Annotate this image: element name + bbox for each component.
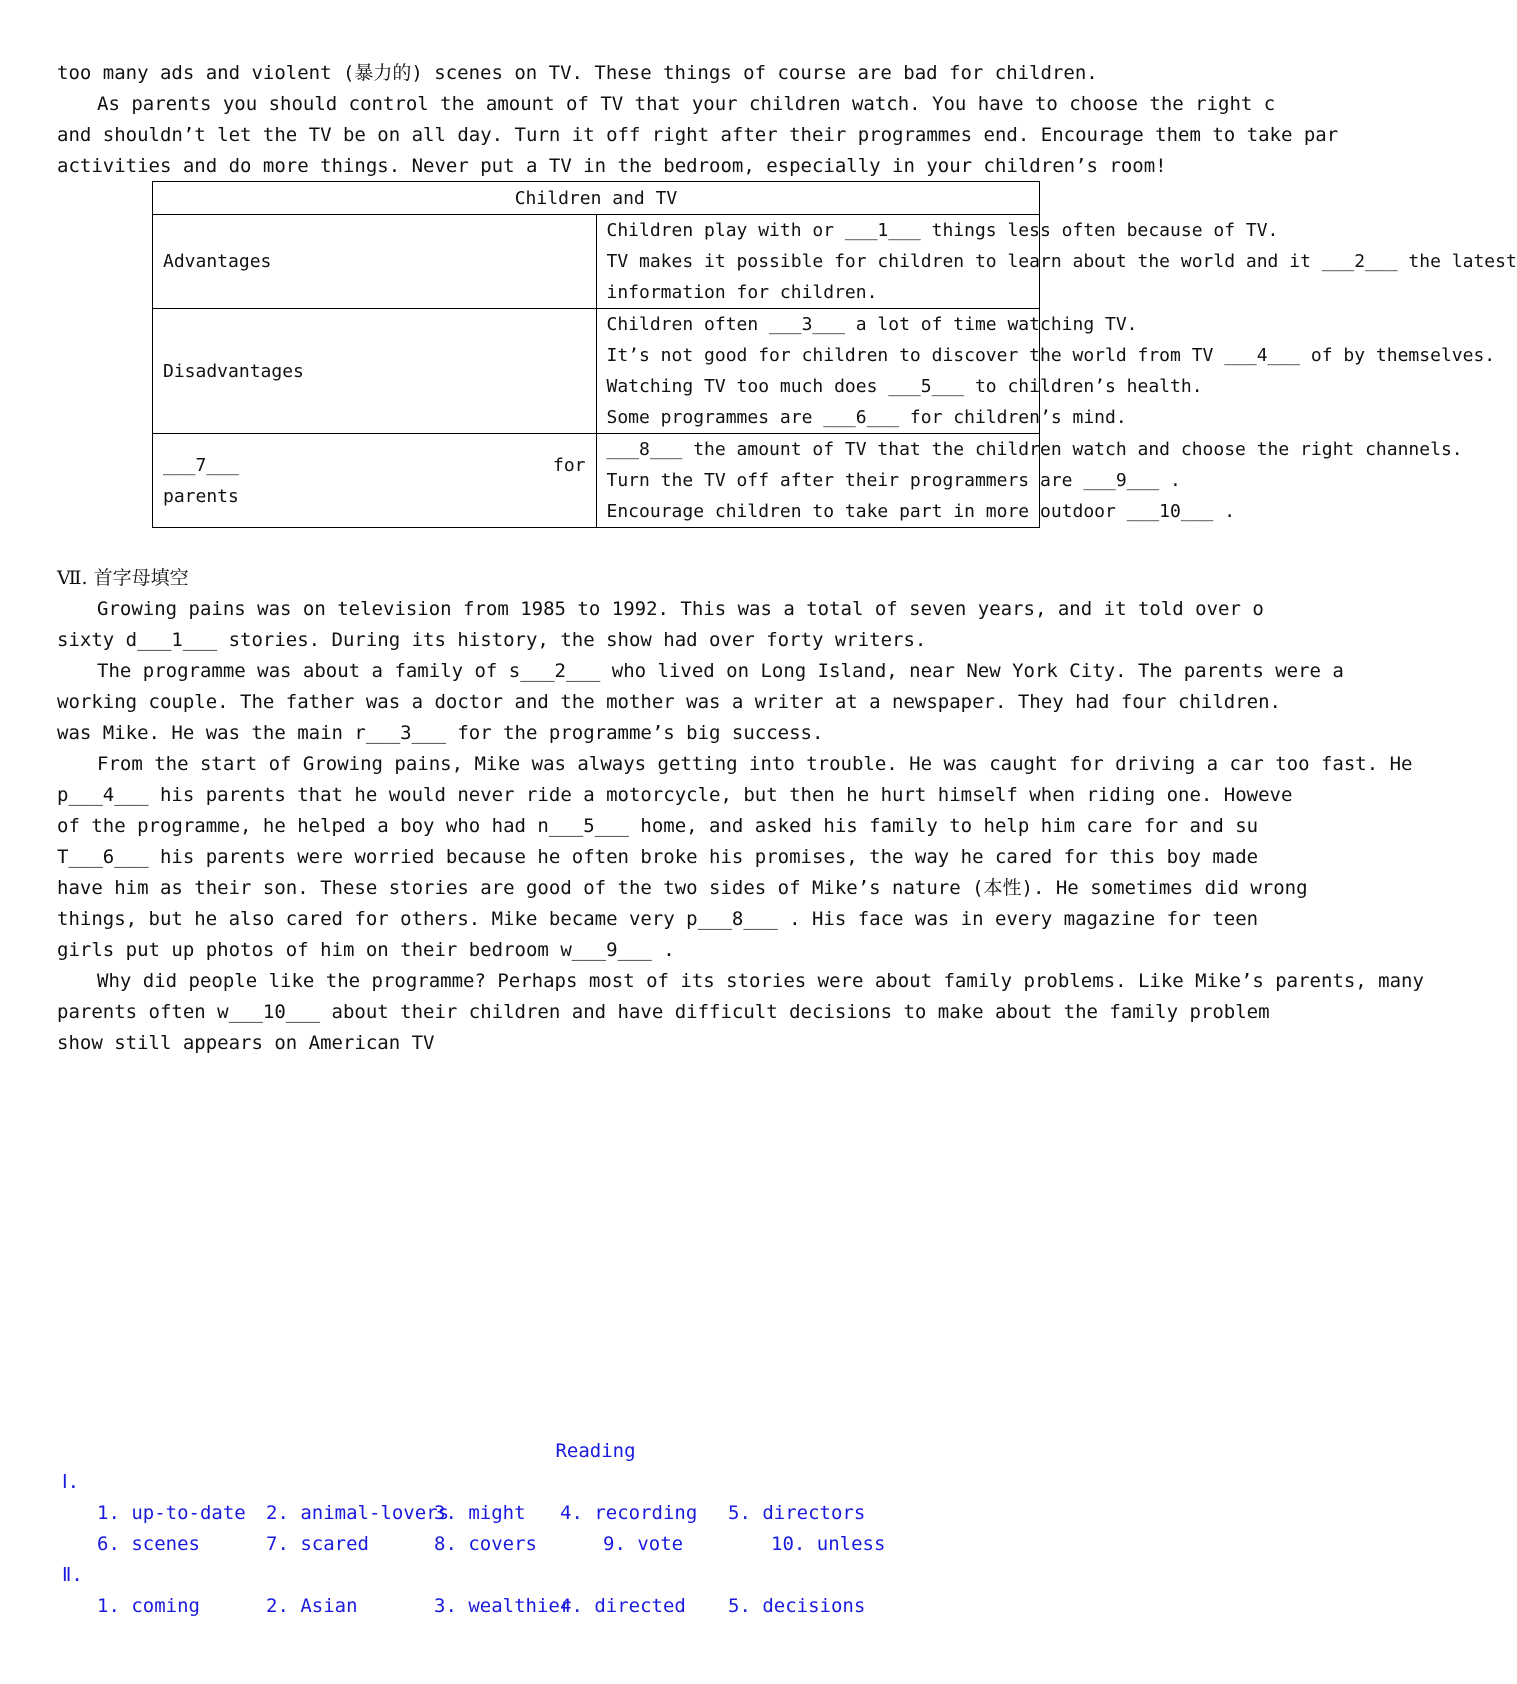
row-label-parents <box>153 434 597 528</box>
table-line: Encourage children to take part in more outdoor ___10___ . <box>606 501 1236 522</box>
intro-line-1: too many ads and violent (暴力的) scenes on TV. These things of course are bad for children. <box>57 62 1098 84</box>
answer-item: 10. unless <box>771 1533 886 1555</box>
table-line: Children play with or ___1___ things less often because of TV. <box>606 220 1279 241</box>
row-label-disadvantages: Disadvantages <box>153 309 597 434</box>
intro-line-2: As parents you should control the amount of TV that your children watch. You have to choose the right c <box>97 93 1276 115</box>
row-label-blank-7: ___7___ <box>163 454 239 476</box>
answer-item: 2. animal-lovers <box>266 1502 450 1524</box>
answer-item: 7. scared <box>266 1533 369 1555</box>
passage-line: Why did people like the programme? Perhaps most of its stories were about family problems. Like Mike’s parents, many <box>97 970 1424 992</box>
intro-line-3: and shouldn’t let the TV be on all day. Turn it off right after their programmes end. Encourage them to take par <box>57 124 1339 146</box>
table-line: It’s not good for children to discover the world from TV ___4___ of by themselves. <box>606 345 1496 366</box>
answer-item: 2. Asian <box>266 1595 358 1617</box>
row-label-advantages: Advantages <box>153 215 597 309</box>
passage-line: have him as their son. These stories are good of the two sides of Mike’s nature (本性). He sometimes did wrong <box>57 877 1308 899</box>
passage-line: of the programme, he helped a boy who had n___5___ home, and asked his family to help him care for and su <box>57 815 1259 837</box>
table-line: Watching TV too much does ___5___ to children’s health. <box>606 376 1203 397</box>
passage-line: working couple. The father was a doctor and the mother was a writer at a newspaper. They had four children. <box>57 691 1281 713</box>
passage-line: Growing pains was on television from 1985 to 1992. This was a total of seven years, and it told over o <box>97 598 1264 620</box>
row-label-parents-word: parents <box>163 485 239 507</box>
answer-item: 4. recording <box>560 1502 698 1524</box>
answers-title: Reading <box>555 1440 636 1462</box>
section-heading: Ⅶ. 首字母填空 <box>57 567 189 589</box>
row-label-for: for <box>552 454 586 476</box>
passage-line: From the start of Growing pains, Mike was always getting into trouble. He was caught for driving a car too fast. He <box>97 753 1413 775</box>
answer-item: 1. up-to-date <box>97 1502 246 1524</box>
answer-item: 3. might <box>434 1502 526 1524</box>
table-line: TV makes it possible for children to learn about the world and it ___2___ the latest <box>606 251 1517 272</box>
passage-line: things, but he also cared for others. Mike became very p___8___ . His face was in every magazine for teen <box>57 908 1259 930</box>
row-content-disadvantages <box>596 309 1496 434</box>
passage-line: girls put up photos of him on their bedroom w___9___ . <box>57 939 675 961</box>
intro-line-4: activities and do more things. Never put a TV in the bedroom, especially in your children’s room! <box>57 155 1167 177</box>
table-line: ___8___ the amount of TV that the children watch and choose the right channels. <box>606 439 1463 460</box>
passage-line: show still appears on American TV <box>57 1032 435 1054</box>
answers-part2-label: Ⅱ. <box>62 1564 83 1586</box>
answer-item: 8. covers <box>434 1533 537 1555</box>
passage-line: parents often w___10___ about their children and have difficult decisions to make about the family problem <box>57 1001 1270 1023</box>
answer-item: 5. directors <box>728 1502 866 1524</box>
answer-item: 6. scenes <box>97 1533 200 1555</box>
table-line: Some programmes are ___6___ for children’s mind. <box>606 407 1127 428</box>
answer-item: 5. decisions <box>728 1595 866 1617</box>
answer-item: 3. wealthier <box>434 1595 572 1617</box>
children-and-tv-table <box>152 181 1517 528</box>
table-line: Turn the TV off after their programmers are ___9___ . <box>606 470 1181 491</box>
table-line: Children often ___3___ a lot of time watching TV. <box>606 314 1138 335</box>
answer-item: 4. directed <box>560 1595 686 1617</box>
answer-item: 1. coming <box>97 1595 200 1617</box>
passage-line: The programme was about a family of s___2___ who lived on Long Island, near New York City. The parents were a <box>97 660 1344 682</box>
table-line: information for children. <box>606 282 878 303</box>
passage-line: sixty d___1___ stories. During its history, the show had over forty writers. <box>57 629 927 651</box>
table-title: Children and TV <box>153 182 1040 215</box>
passage-line: T___6___ his parents were worried because he often broke his promises, the way he cared for this boy made <box>57 846 1259 868</box>
passage-line: p___4___ his parents that he would never ride a motorcycle, but then he hurt himself when riding one. Howeve <box>57 784 1293 806</box>
answer-item: 9. vote <box>603 1533 684 1555</box>
passage-line: was Mike. He was the main r___3___ for the programme’s big success. <box>57 722 824 744</box>
answers-part1-label: Ⅰ. <box>62 1471 80 1493</box>
row-content-advantages <box>596 215 1517 309</box>
row-content-parents <box>596 434 1463 528</box>
